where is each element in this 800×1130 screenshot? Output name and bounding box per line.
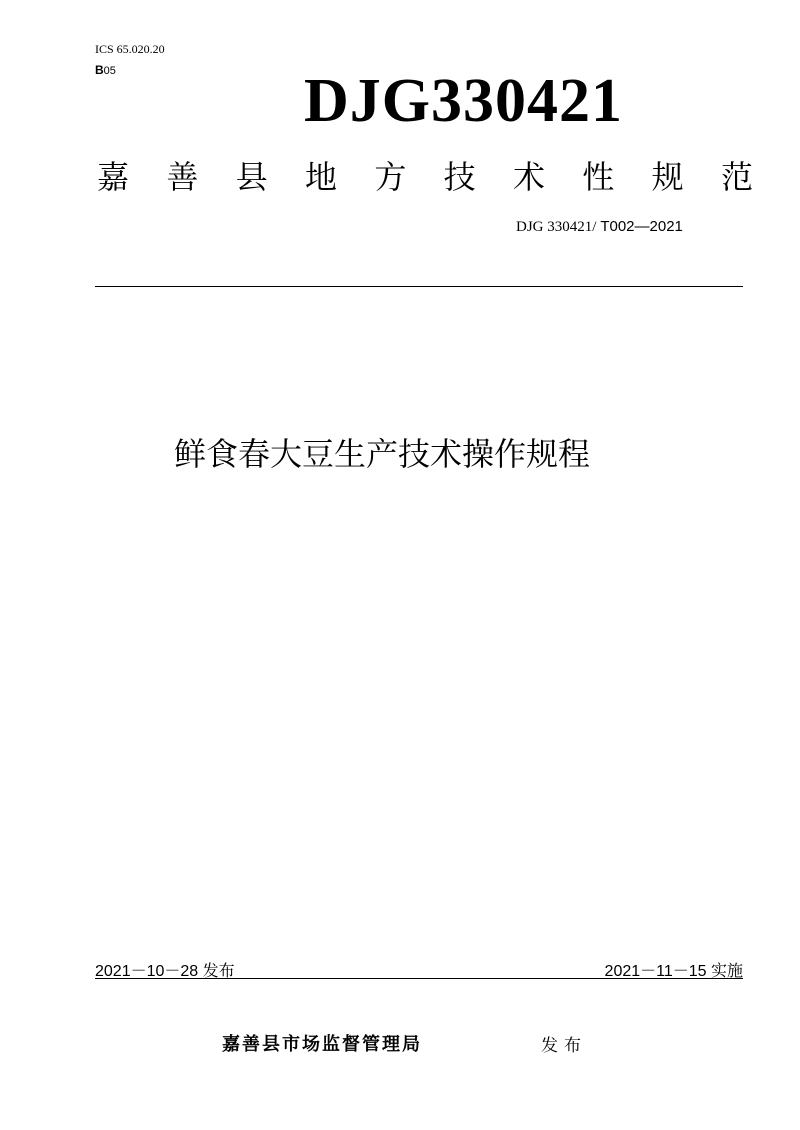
standard-number-suffix: T002—2021: [596, 218, 683, 235]
publish-date: 2021－10－28 发布: [95, 963, 235, 980]
bottom-divider: [95, 978, 743, 979]
classification-number: 05: [103, 65, 116, 77]
standard-type-char: 县: [235, 158, 268, 196]
standard-code: DJG330421: [304, 67, 623, 135]
standard-type-char: 方: [374, 158, 407, 196]
implementation-date: 2021－11－15 实施: [604, 963, 743, 980]
issuing-authority: 嘉善县市场监督管理局: [222, 1034, 422, 1055]
standard-type-char: 技: [443, 158, 476, 196]
standard-type-char: 术: [512, 158, 545, 196]
standard-type-char: 性: [582, 158, 615, 196]
document-title: 鲜食春大豆生产技术操作规程: [174, 435, 591, 473]
issue-label: 发布: [541, 1036, 587, 1056]
standard-type-char: 嘉: [97, 158, 130, 196]
standard-type-heading: [97, 155, 753, 199]
standard-number: [516, 218, 683, 236]
classification-letter: B: [95, 63, 104, 77]
ics-code: ICS 65.020.20: [95, 42, 165, 56]
standard-type-char: 范: [720, 158, 753, 196]
standard-number-prefix: DJG 330421/: [516, 219, 597, 235]
top-divider: [95, 286, 743, 287]
standard-type-char: 规: [651, 158, 684, 196]
standard-type-char: 地: [304, 158, 337, 196]
classification-code: [95, 63, 116, 77]
standard-type-char: 善: [166, 158, 199, 196]
